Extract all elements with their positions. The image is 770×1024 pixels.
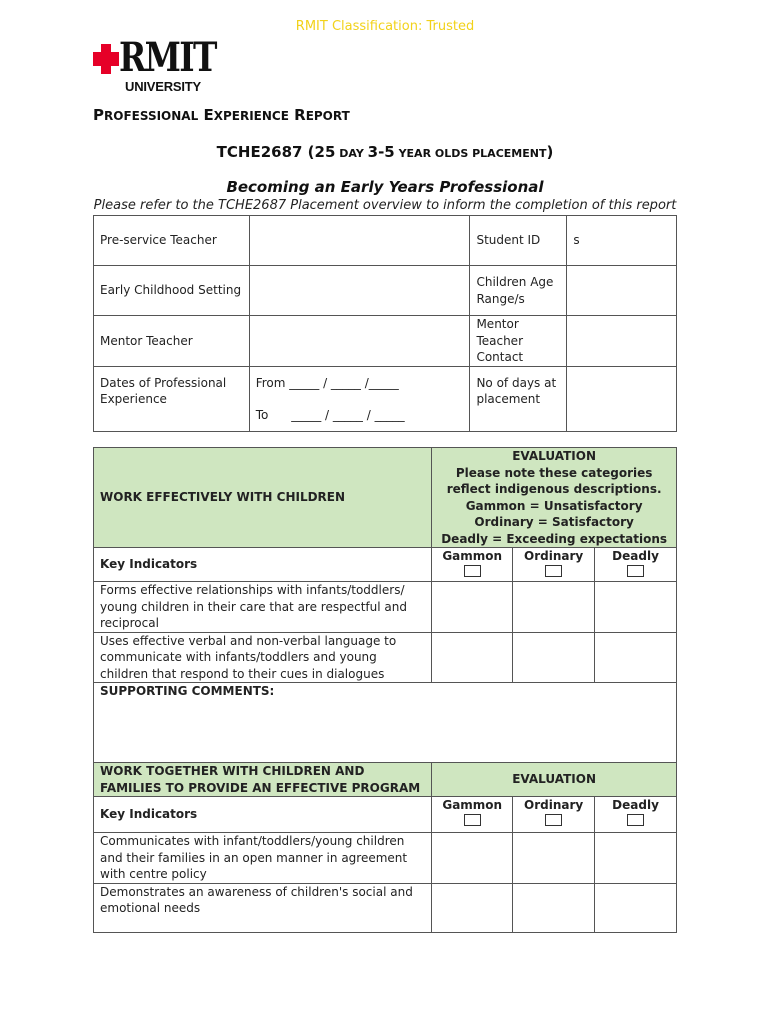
dates-to: To _____ / _____ / _____ bbox=[255, 408, 405, 422]
pre-service-teacher-field[interactable] bbox=[249, 216, 470, 266]
evaluation-table-children bbox=[93, 447, 677, 765]
indicator-ordinary-cell[interactable] bbox=[513, 582, 595, 633]
rating-gammon-label: Gammon bbox=[442, 549, 503, 563]
indicator-ordinary-cell[interactable] bbox=[513, 883, 595, 932]
indicator-row: Communicates with infant/toddlers/young children and their families in an open manner in agreement with centre policy bbox=[94, 833, 432, 884]
rating-gammon-cell bbox=[432, 797, 513, 833]
evaluation-gammon-def: Gammon = Unsatisfactory bbox=[465, 498, 643, 513]
indicator-deadly-cell[interactable] bbox=[595, 632, 677, 683]
indicator-row: Forms effective relationships with infants/toddlers/ young children in their care that are respectful and reciprocal bbox=[94, 582, 432, 633]
indicator-deadly-cell[interactable] bbox=[595, 582, 677, 633]
rating-ordinary-label: Ordinary bbox=[524, 798, 584, 812]
ordinary-checkbox[interactable] bbox=[545, 565, 562, 577]
ordinary-checkbox[interactable] bbox=[545, 814, 562, 826]
indicator-gammon-cell[interactable] bbox=[432, 632, 513, 683]
details-table bbox=[93, 215, 677, 432]
children-age-range-field[interactable] bbox=[567, 266, 677, 316]
report-subtitle: Becoming an Early Years Professional bbox=[226, 178, 544, 196]
dates-from: From _____ / _____ /_____ bbox=[255, 375, 399, 390]
instruction-text: Please refer to the TCHE2687 Placement overview to inform the completion of this report bbox=[93, 198, 677, 213]
gammon-checkbox[interactable] bbox=[464, 565, 481, 577]
key-indicators-label: Key Indicators bbox=[94, 548, 432, 582]
rating-ordinary-cell bbox=[513, 797, 595, 833]
evaluation-table-families bbox=[93, 762, 677, 933]
early-childhood-setting-field[interactable] bbox=[249, 266, 470, 316]
dates-field[interactable] bbox=[249, 366, 470, 431]
children-age-range-label: Children Age Range/s bbox=[470, 266, 567, 316]
dates-label: Dates of Professional Experience bbox=[94, 366, 250, 431]
mentor-teacher-contact-label: Mentor Teacher Contact bbox=[470, 316, 567, 367]
rmit-logo bbox=[93, 34, 218, 95]
deadly-checkbox[interactable] bbox=[627, 814, 644, 826]
student-id-label: Student ID bbox=[470, 216, 567, 266]
classification-label: RMIT Classification: Trusted bbox=[295, 19, 475, 34]
gammon-checkbox[interactable] bbox=[464, 814, 481, 826]
evaluation-title: EVALUATION bbox=[512, 449, 597, 463]
section1-evaluation-note bbox=[432, 448, 677, 548]
days-at-placement-label: No of days at placement bbox=[470, 366, 567, 431]
rating-deadly-cell bbox=[595, 548, 677, 582]
indicator-gammon-cell[interactable] bbox=[432, 883, 513, 932]
rating-deadly-label: Deadly bbox=[612, 798, 659, 812]
rating-deadly-label: Deadly bbox=[612, 549, 659, 563]
deadly-checkbox[interactable] bbox=[627, 565, 644, 577]
mentor-teacher-contact-field[interactable] bbox=[567, 316, 677, 367]
rating-ordinary-label: Ordinary bbox=[524, 549, 584, 563]
section2-evaluation-title: EVALUATION bbox=[432, 763, 677, 797]
supporting-comments-box[interactable] bbox=[94, 683, 677, 765]
supporting-comments-label: SUPPORTING COMMENTS: bbox=[100, 684, 275, 698]
indicator-deadly-cell[interactable] bbox=[595, 883, 677, 932]
indicator-row: Uses effective verbal and non-verbal language to communicate with infants/toddlers and young children that respond to their cues in dialogues bbox=[94, 632, 432, 683]
indicator-gammon-cell[interactable] bbox=[432, 833, 513, 884]
indicator-ordinary-cell[interactable] bbox=[513, 833, 595, 884]
section2-heading: WORK TOGETHER WITH CHILDREN AND FAMILIES TO PROVIDE AN EFFECTIVE PROGRAM bbox=[94, 763, 432, 797]
rating-deadly-cell bbox=[595, 797, 677, 833]
evaluation-note: Please note these categories reflect indigenous descriptions. bbox=[446, 465, 662, 496]
section1-heading: WORK EFFECTIVELY WITH CHILDREN bbox=[94, 448, 432, 548]
evaluation-deadly-def: Deadly = Exceeding expectations bbox=[441, 531, 668, 546]
logo-wordmark: RMIT bbox=[119, 34, 216, 81]
indicator-row: Demonstrates an awareness of children's social and emotional needs bbox=[94, 883, 432, 932]
student-id-field[interactable]: s bbox=[567, 216, 677, 266]
logo-subtext: UNIVERSITY bbox=[125, 79, 202, 94]
mentor-teacher-field[interactable] bbox=[249, 316, 470, 367]
indicator-gammon-cell[interactable] bbox=[432, 582, 513, 633]
course-title: TCHE2687 (25 DAY 3-5 YEAR OLDS PLACEMENT) bbox=[216, 143, 554, 161]
key-indicators-label: Key Indicators bbox=[94, 797, 432, 833]
report-title: PROFESSIONAL EXPERIENCE REPORT bbox=[93, 106, 350, 124]
pre-service-teacher-label: Pre-service Teacher bbox=[94, 216, 250, 266]
early-childhood-setting-label: Early Childhood Setting bbox=[94, 266, 250, 316]
days-at-placement-field[interactable] bbox=[567, 366, 677, 431]
rating-gammon-cell bbox=[432, 548, 513, 582]
indicator-ordinary-cell[interactable] bbox=[513, 632, 595, 683]
rmit-pixel-mark-icon bbox=[93, 44, 119, 74]
rating-gammon-label: Gammon bbox=[442, 798, 503, 812]
indicator-deadly-cell[interactable] bbox=[595, 833, 677, 884]
mentor-teacher-label: Mentor Teacher bbox=[94, 316, 250, 367]
evaluation-ordinary-def: Ordinary = Satisfactory bbox=[474, 515, 634, 529]
rating-ordinary-cell bbox=[513, 548, 595, 582]
